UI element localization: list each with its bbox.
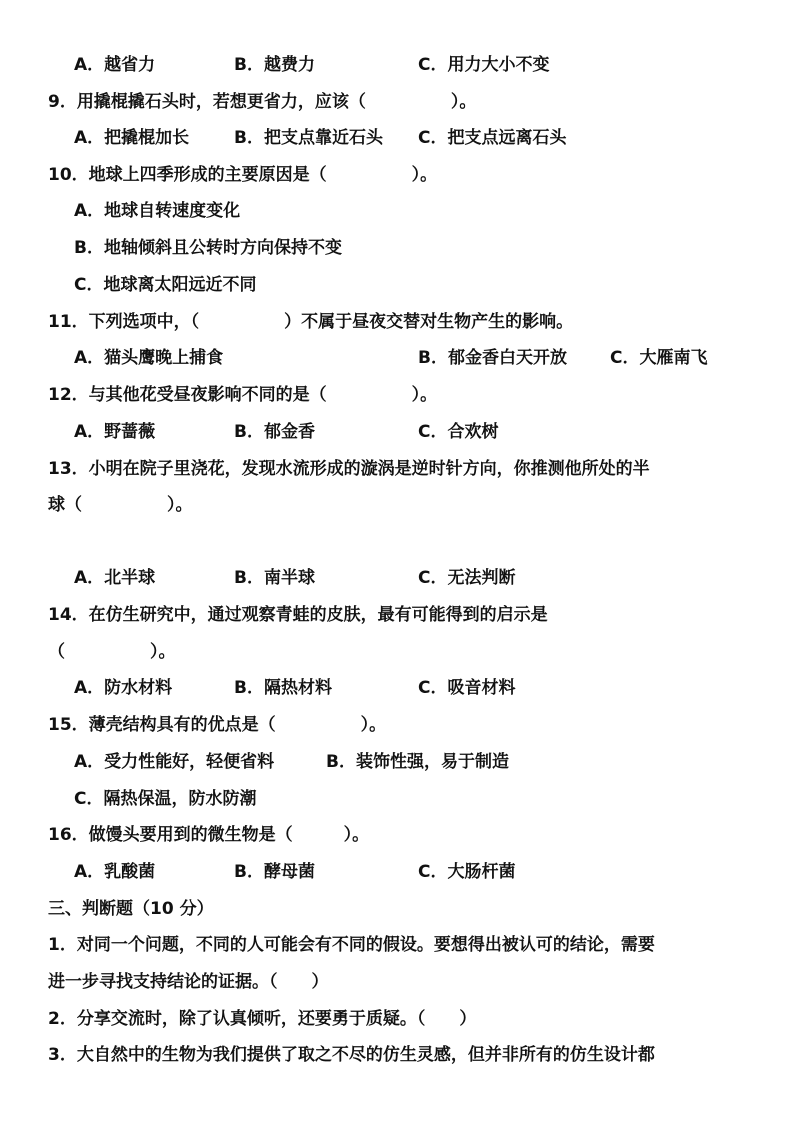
q14-stem-line-1: 14．在仿生研究中，通过观察青蛙的皮肤，最有可能得到的启示是 (48, 605, 548, 625)
q14-stem-line-2: （ ）。 (48, 642, 176, 662)
q13-option-c: C．无法判断 (418, 568, 516, 588)
q16-option-a: A．乳酸菌 (74, 862, 156, 882)
q9-option-b: B．把支点靠近石头 (234, 128, 383, 148)
q15-stem: 15．薄壳结构具有的优点是（ ）。 (48, 715, 387, 735)
q12-option-a: A．野蔷薇 (74, 422, 156, 442)
tf-question-3-line-1: 3．大自然中的生物为我们提供了取之不尽的仿生灵感，但并非所有的仿生设计都 (48, 1045, 655, 1065)
q10-option-c: C．地球离太阳远近不同 (74, 275, 257, 295)
q14-option-c: C．吸音材料 (418, 678, 516, 698)
q13-stem-line-1: 13．小明在院子里浇花，发现水流形成的漩涡是逆时针方向，你推测他所处的半 (48, 459, 650, 479)
q9-option-a: A．把撬棍加长 (74, 128, 190, 148)
tf-question-1-line-2: 进一步寻找支持结论的证据。（ ） (48, 972, 329, 992)
q11-stem: 11．下列选项中，（ ）不属于昼夜交替对生物产生的影响。 (48, 312, 574, 332)
q15-option-a: A．受力性能好，轻便省料 (74, 752, 275, 772)
q10-stem: 10．地球上四季形成的主要原因是（ ）。 (48, 165, 438, 185)
q11-option-a: A．猫头鹰晚上捕食 (74, 348, 224, 368)
q16-stem: 16．做馒头要用到的微生物是（ ）。 (48, 825, 370, 845)
q15-option-c: C．隔热保温，防水防潮 (74, 789, 257, 809)
q9-stem: 9．用撬棍撬石头时，若想更省力，应该（ ）。 (48, 92, 477, 112)
q13-option-b: B．南半球 (234, 568, 315, 588)
q13-option-a: A．北半球 (74, 568, 156, 588)
tf-question-2: 2．分享交流时，除了认真倾听，还要勇于质疑。（ ） (48, 1009, 477, 1029)
tf-question-1-line-1: 1．对同一个问题，不同的人可能会有不同的假设。要想得出被认可的结论，需要 (48, 935, 655, 955)
q14-option-b: B．隔热材料 (234, 678, 332, 698)
q11-option-c: C．大雁南飞 (610, 348, 708, 368)
q12-option-c: C．合欢树 (418, 422, 499, 442)
section-heading-true-false: 三、判断题（10 分） (48, 899, 214, 919)
q8-option-c: C．用力大小不变 (418, 55, 550, 75)
q8-option-a: A．越省力 (74, 55, 156, 75)
q16-option-c: C．大肠杆菌 (418, 862, 516, 882)
q12-option-b: B．郁金香 (234, 422, 315, 442)
q14-option-a: A．防水材料 (74, 678, 173, 698)
q12-stem: 12．与其他花受昼夜影响不同的是（ ）。 (48, 385, 438, 405)
q8-option-b: B．越费力 (234, 55, 315, 75)
q9-option-c: C．把支点远离石头 (418, 128, 567, 148)
q11-option-b: B．郁金香白天开放 (418, 348, 567, 368)
q10-option-b: B．地轴倾斜且公转时方向保持不变 (74, 238, 342, 258)
q10-option-a: A．地球自转速度变化 (74, 201, 241, 221)
q16-option-b: B．酵母菌 (234, 862, 315, 882)
q15-option-b: B．装饰性强，易于制造 (326, 752, 509, 772)
q13-stem-line-2: 球（ ）。 (48, 495, 193, 515)
